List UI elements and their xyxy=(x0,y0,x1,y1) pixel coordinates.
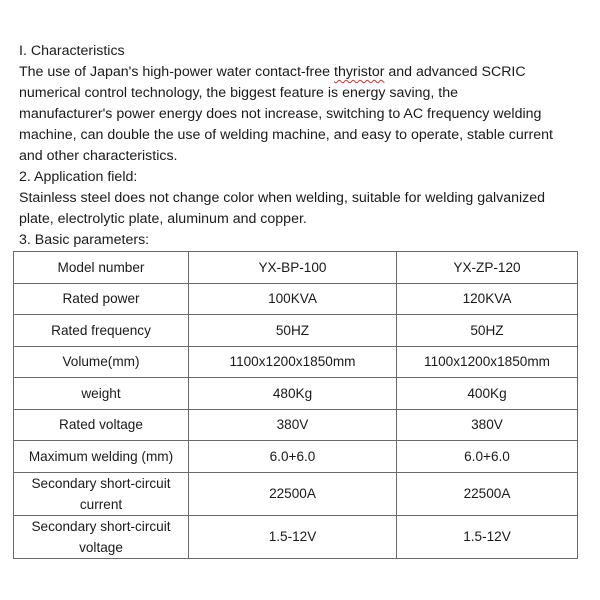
paragraph-line: manufacturer's power energy does not increase, switching to AC frequency welding xyxy=(19,106,542,122)
table-row xyxy=(14,515,578,558)
paragraph-line: machine, can double the use of welding machine, and easy to operate, stable current xyxy=(19,127,553,143)
model-a-value: YX-BP-100 xyxy=(189,252,397,284)
model-a-value: 50HZ xyxy=(189,315,397,347)
parameters-table xyxy=(13,251,578,559)
param-label: Rated voltage xyxy=(14,409,189,441)
model-b-value: 1.5-12V xyxy=(397,515,578,558)
paragraph-line: plate, electrolytic plate, aluminum and copper. xyxy=(19,211,307,227)
model-a-value: 22500A xyxy=(189,472,397,515)
line-text: The use of Japan's high-power water contact-free xyxy=(19,64,334,80)
param-label: Secondary short-circuit voltage xyxy=(14,515,189,558)
characteristics-paragraph xyxy=(19,62,570,167)
model-b-value: 380V xyxy=(397,409,578,441)
param-label: Maximum welding (mm) xyxy=(14,441,189,473)
param-label: Rated frequency xyxy=(14,315,189,347)
model-a-value: 1100x1200x1850mm xyxy=(189,346,397,378)
paragraph-line: numerical control technology, the biggest feature is energy saving, the xyxy=(19,85,459,101)
model-a-value: 1.5-12V xyxy=(189,515,397,558)
model-a-value: 6.0+6.0 xyxy=(189,441,397,473)
param-label: weight xyxy=(14,378,189,410)
table-row xyxy=(14,283,578,315)
param-label: Rated power xyxy=(14,283,189,315)
model-b-value: YX-ZP-120 xyxy=(397,252,578,284)
spellcheck-marked-word: thyristor xyxy=(334,64,385,80)
model-a-value: 380V xyxy=(189,409,397,441)
table-row xyxy=(14,409,578,441)
document-text xyxy=(19,41,570,251)
table-row xyxy=(14,378,578,410)
table-row xyxy=(14,472,578,515)
application-heading: 2. Application field: xyxy=(19,169,138,185)
parameters-heading: 3. Basic parameters: xyxy=(19,232,150,248)
table-row xyxy=(14,252,578,284)
model-a-value: 480Kg xyxy=(189,378,397,410)
line-text: and advanced SCRIC xyxy=(384,64,526,80)
param-label: Secondary short-circuit current xyxy=(14,472,189,515)
model-b-value: 120KVA xyxy=(397,283,578,315)
param-label: Model number xyxy=(14,252,189,284)
characteristics-heading: I. Characteristics xyxy=(19,43,125,59)
table-row xyxy=(14,441,578,473)
paragraph-line xyxy=(19,62,570,83)
param-label: Volume(mm) xyxy=(14,346,189,378)
paragraph-line: Stainless steel does not change color when welding, suitable for welding galvanized xyxy=(19,190,546,206)
model-b-value: 6.0+6.0 xyxy=(397,441,578,473)
model-b-value: 50HZ xyxy=(397,315,578,347)
model-b-value: 1100x1200x1850mm xyxy=(397,346,578,378)
model-b-value: 22500A xyxy=(397,472,578,515)
table-row xyxy=(14,346,578,378)
model-b-value: 400Kg xyxy=(397,378,578,410)
table-row xyxy=(14,315,578,347)
model-a-value: 100KVA xyxy=(189,283,397,315)
application-paragraph xyxy=(19,188,570,230)
paragraph-line: and other characteristics. xyxy=(19,148,178,164)
